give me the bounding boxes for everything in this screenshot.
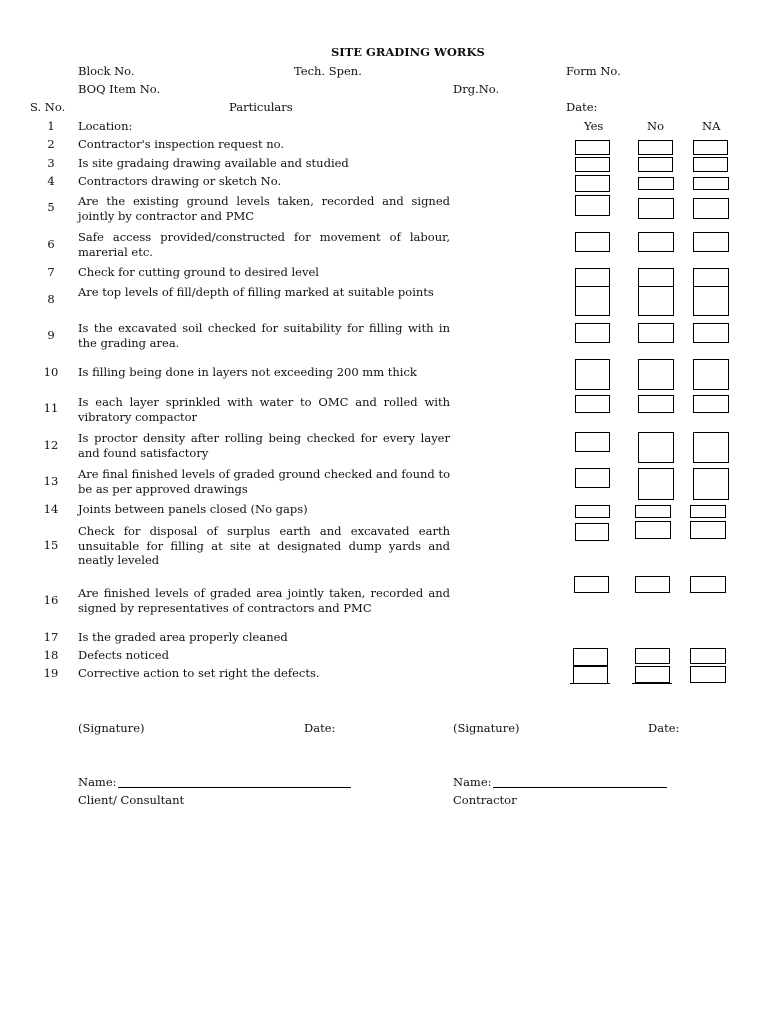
na-checkbox[interactable] xyxy=(693,198,729,219)
item-particulars: Is the excavated soil checked for suitability for filling with in the grading area. xyxy=(78,321,450,350)
item-particulars: Check for disposal of surplus earth and excavated earth unsuitable for filling at site at designated dump yards and neatly leveled xyxy=(78,524,450,567)
na-checkbox[interactable] xyxy=(693,268,729,287)
yes-checkbox[interactable] xyxy=(575,395,610,413)
item-number: 2 xyxy=(47,137,55,151)
yes-checkbox[interactable] xyxy=(575,195,610,216)
no-checkbox[interactable] xyxy=(638,468,674,500)
form-no-label: Form No. xyxy=(566,64,621,78)
role-client-consultant: Client/ Consultant xyxy=(78,793,185,807)
item-number: 11 xyxy=(43,401,59,415)
block-no-label: Block No. xyxy=(78,64,135,78)
yes-checkbox[interactable] xyxy=(575,157,610,172)
yes-checkbox[interactable] xyxy=(575,232,610,252)
na-checkbox[interactable] xyxy=(693,395,729,413)
item-number: 1 xyxy=(47,119,55,133)
item-particulars: Check for cutting ground to desired level xyxy=(78,265,319,279)
date-label-client: Date: xyxy=(304,721,336,735)
na-checkbox[interactable] xyxy=(693,232,729,252)
item-number: 14 xyxy=(43,502,59,516)
yes-checkbox[interactable] xyxy=(573,648,608,666)
item-particulars: Safe access provided/constructed for movement of labour, marerial etc. xyxy=(78,230,450,259)
yes-checkbox[interactable] xyxy=(575,505,610,518)
sno-column-header: S. No. xyxy=(30,100,66,114)
item-particulars: Are final finished levels of graded ground checked and found to be as per approved drawings xyxy=(78,467,450,496)
item-particulars: Are top levels of fill/depth of filling marked at suitable points xyxy=(78,285,434,299)
no-checkbox[interactable] xyxy=(635,648,670,664)
item-particulars: Is each layer sprinkled with water to OMC and rolled with vibratory compactor xyxy=(78,395,450,424)
yes-checkbox[interactable] xyxy=(575,286,610,316)
item-particulars: Is site gradaing drawing available and studied xyxy=(78,156,349,170)
item-particulars: Are finished levels of graded area jointly taken, recorded and signed by representatives of contractors and PMC xyxy=(78,586,450,615)
item-particulars: Contractors drawing or sketch No. xyxy=(78,174,282,188)
item-number: 12 xyxy=(43,438,59,452)
tech-spen-label: Tech. Spen. xyxy=(294,64,362,78)
date-label-contractor: Date: xyxy=(648,721,680,735)
item-number: 5 xyxy=(47,200,55,214)
no-checkbox[interactable] xyxy=(638,359,674,390)
particulars-column-header: Particulars xyxy=(229,100,293,114)
item-number: 9 xyxy=(47,328,55,342)
yes-checkbox[interactable] xyxy=(575,140,610,155)
item-number: 3 xyxy=(47,156,55,170)
no-checkbox[interactable] xyxy=(638,232,674,252)
item-number: 17 xyxy=(43,630,59,644)
no-checkbox[interactable] xyxy=(638,395,674,413)
name-label-client: Name: xyxy=(78,775,117,789)
no-checkbox[interactable] xyxy=(635,576,670,593)
item-number: 10 xyxy=(43,365,59,379)
item-particulars: Is filling being done in layers not exceeding 200 mm thick xyxy=(78,365,417,379)
yes-checkbox[interactable] xyxy=(575,523,609,541)
no-checkbox[interactable] xyxy=(635,505,671,518)
na-checkbox[interactable] xyxy=(693,432,729,463)
item-number: 19 xyxy=(43,666,59,680)
yes-checkbox[interactable] xyxy=(575,268,610,287)
divider xyxy=(632,683,672,684)
item-number: 13 xyxy=(43,474,59,488)
drg-no-label: Drg.No. xyxy=(453,82,500,96)
yes-checkbox[interactable] xyxy=(575,432,610,452)
no-checkbox[interactable] xyxy=(638,177,674,190)
no-checkbox[interactable] xyxy=(638,286,674,316)
no-checkbox[interactable] xyxy=(635,666,670,683)
role-contractor: Contractor xyxy=(453,793,517,807)
yes-checkbox[interactable] xyxy=(575,359,610,390)
item-number: 6 xyxy=(47,237,55,251)
no-checkbox[interactable] xyxy=(635,521,671,539)
na-checkbox[interactable] xyxy=(690,521,726,539)
name-field-client[interactable] xyxy=(118,787,351,788)
item-number: 15 xyxy=(43,538,59,552)
item-particulars: Are the existing ground levels taken, recorded and signed jointly by contractor and PMC xyxy=(78,194,450,223)
na-checkbox[interactable] xyxy=(693,323,729,343)
page-title: SITE GRADING WORKS xyxy=(331,45,485,59)
item-particulars: Is the graded area properly cleaned xyxy=(78,630,288,644)
boq-item-no-label: BOQ Item No. xyxy=(78,82,161,96)
name-label-contractor: Name: xyxy=(453,775,492,789)
na-checkbox[interactable] xyxy=(693,177,729,190)
signature-label-client: (Signature) xyxy=(78,721,145,735)
na-checkbox[interactable] xyxy=(693,157,728,172)
item-number: 16 xyxy=(43,593,59,607)
yes-checkbox[interactable] xyxy=(573,666,608,684)
yes-checkbox[interactable] xyxy=(575,323,610,343)
yes-checkbox[interactable] xyxy=(575,175,610,192)
item-number: 4 xyxy=(47,174,55,188)
no-checkbox[interactable] xyxy=(638,432,674,463)
no-checkbox[interactable] xyxy=(638,323,674,343)
na-checkbox[interactable] xyxy=(693,359,729,390)
item-number: 18 xyxy=(43,648,59,662)
item-number: 7 xyxy=(47,265,55,279)
item-particulars: Location: xyxy=(78,119,133,133)
yes-column-header: Yes xyxy=(584,119,604,133)
na-column-header: NA xyxy=(702,119,721,133)
na-checkbox[interactable] xyxy=(690,666,726,683)
no-checkbox[interactable] xyxy=(638,268,674,287)
signature-label-contractor: (Signature) xyxy=(453,721,520,735)
divider xyxy=(570,683,610,684)
item-particulars: Is proctor density after rolling being checked for every layer and found satisfactory xyxy=(78,431,450,460)
no-checkbox[interactable] xyxy=(638,140,673,155)
no-checkbox[interactable] xyxy=(638,198,674,219)
na-checkbox[interactable] xyxy=(690,505,726,518)
na-checkbox[interactable] xyxy=(693,286,729,316)
yes-checkbox[interactable] xyxy=(575,468,610,488)
name-field-contractor[interactable] xyxy=(493,787,667,788)
na-checkbox[interactable] xyxy=(690,648,726,664)
na-checkbox[interactable] xyxy=(693,468,729,500)
item-particulars: Corrective action to set right the defects. xyxy=(78,666,320,680)
item-particulars: Joints between panels closed (No gaps) xyxy=(78,502,308,516)
item-particulars: Defects noticed xyxy=(78,648,169,662)
no-column-header: No xyxy=(647,119,664,133)
date-label: Date: xyxy=(566,100,598,114)
item-particulars: Contractor's inspection request no. xyxy=(78,137,285,151)
na-checkbox[interactable] xyxy=(693,140,728,155)
item-number: 8 xyxy=(47,292,55,306)
yes-checkbox[interactable] xyxy=(574,576,609,593)
no-checkbox[interactable] xyxy=(638,157,673,172)
na-checkbox[interactable] xyxy=(690,576,726,593)
